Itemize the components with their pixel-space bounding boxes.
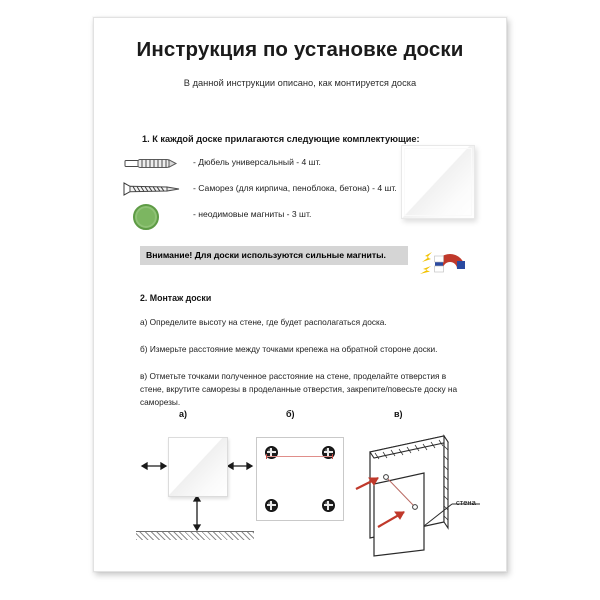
page-subtitle: В данной инструкции описано, как монтируется доска: [183, 78, 417, 88]
horseshoe-magnet-icon: [419, 239, 481, 275]
components-heading: 1. К каждой доске прилагаются следующие комплектующие:: [142, 134, 420, 144]
page-title: Инструкция по установке доски: [136, 38, 464, 61]
diagram-b-board-back: [256, 437, 344, 521]
wall-label: стена: [456, 498, 476, 507]
instruction-page: [93, 17, 507, 572]
list-item: [119, 203, 419, 229]
dowel-icon: [119, 151, 185, 175]
diagram-b-mount-points: [244, 430, 354, 540]
magnet-icon: [119, 203, 185, 227]
list-item-label: - Саморез (для кирпича, пеноблока, бетона) - 4 шт.: [193, 183, 397, 193]
diagram-v-wall: [352, 426, 492, 556]
warning-text: Внимание! Для доски используются сильные магниты.: [146, 250, 386, 260]
diagram-label-b: б): [286, 409, 295, 419]
diagram-label-v: в): [394, 409, 403, 419]
measure-line: [266, 456, 333, 457]
diagram-label-a: а): [179, 409, 188, 419]
diagram-v-wall-mount: [352, 426, 492, 556]
diagram-a-height-placement: [134, 430, 259, 550]
mount-point: [322, 499, 335, 512]
mounting-step-a: а) Определите высоту на стене, где будет располагаться доска.: [140, 317, 387, 327]
components-list: [119, 151, 419, 229]
mounting-step-b: б) Измерьте расстояние между точками крепежа на обратной стороне доски.: [140, 344, 438, 354]
list-item-label: - Дюбель универсальный - 4 шт.: [193, 157, 321, 167]
warning-banner: [140, 246, 408, 265]
list-item: [119, 151, 419, 177]
mount-point: [322, 446, 335, 459]
mounting-heading: 2. Монтаж доски: [140, 293, 212, 303]
mounting-step-v: в) Отметьте точками полученное расстояние на стене, проделайте отверстия в стене, вкрутите саморезы в проделанные отверстия, закрепите/повесьте доску на саморезы.: [140, 371, 458, 407]
screw-icon: [119, 177, 185, 201]
diagram-a-board: [168, 437, 228, 497]
list-item-label: - неодимовые магниты - 3 шт.: [193, 209, 312, 219]
diagram-a-floor-hatch: [136, 531, 254, 540]
list-item: [119, 177, 419, 203]
neodymium-magnet-disc: [133, 204, 159, 230]
mount-point: [265, 499, 278, 512]
whiteboard-product-image: [401, 145, 475, 219]
